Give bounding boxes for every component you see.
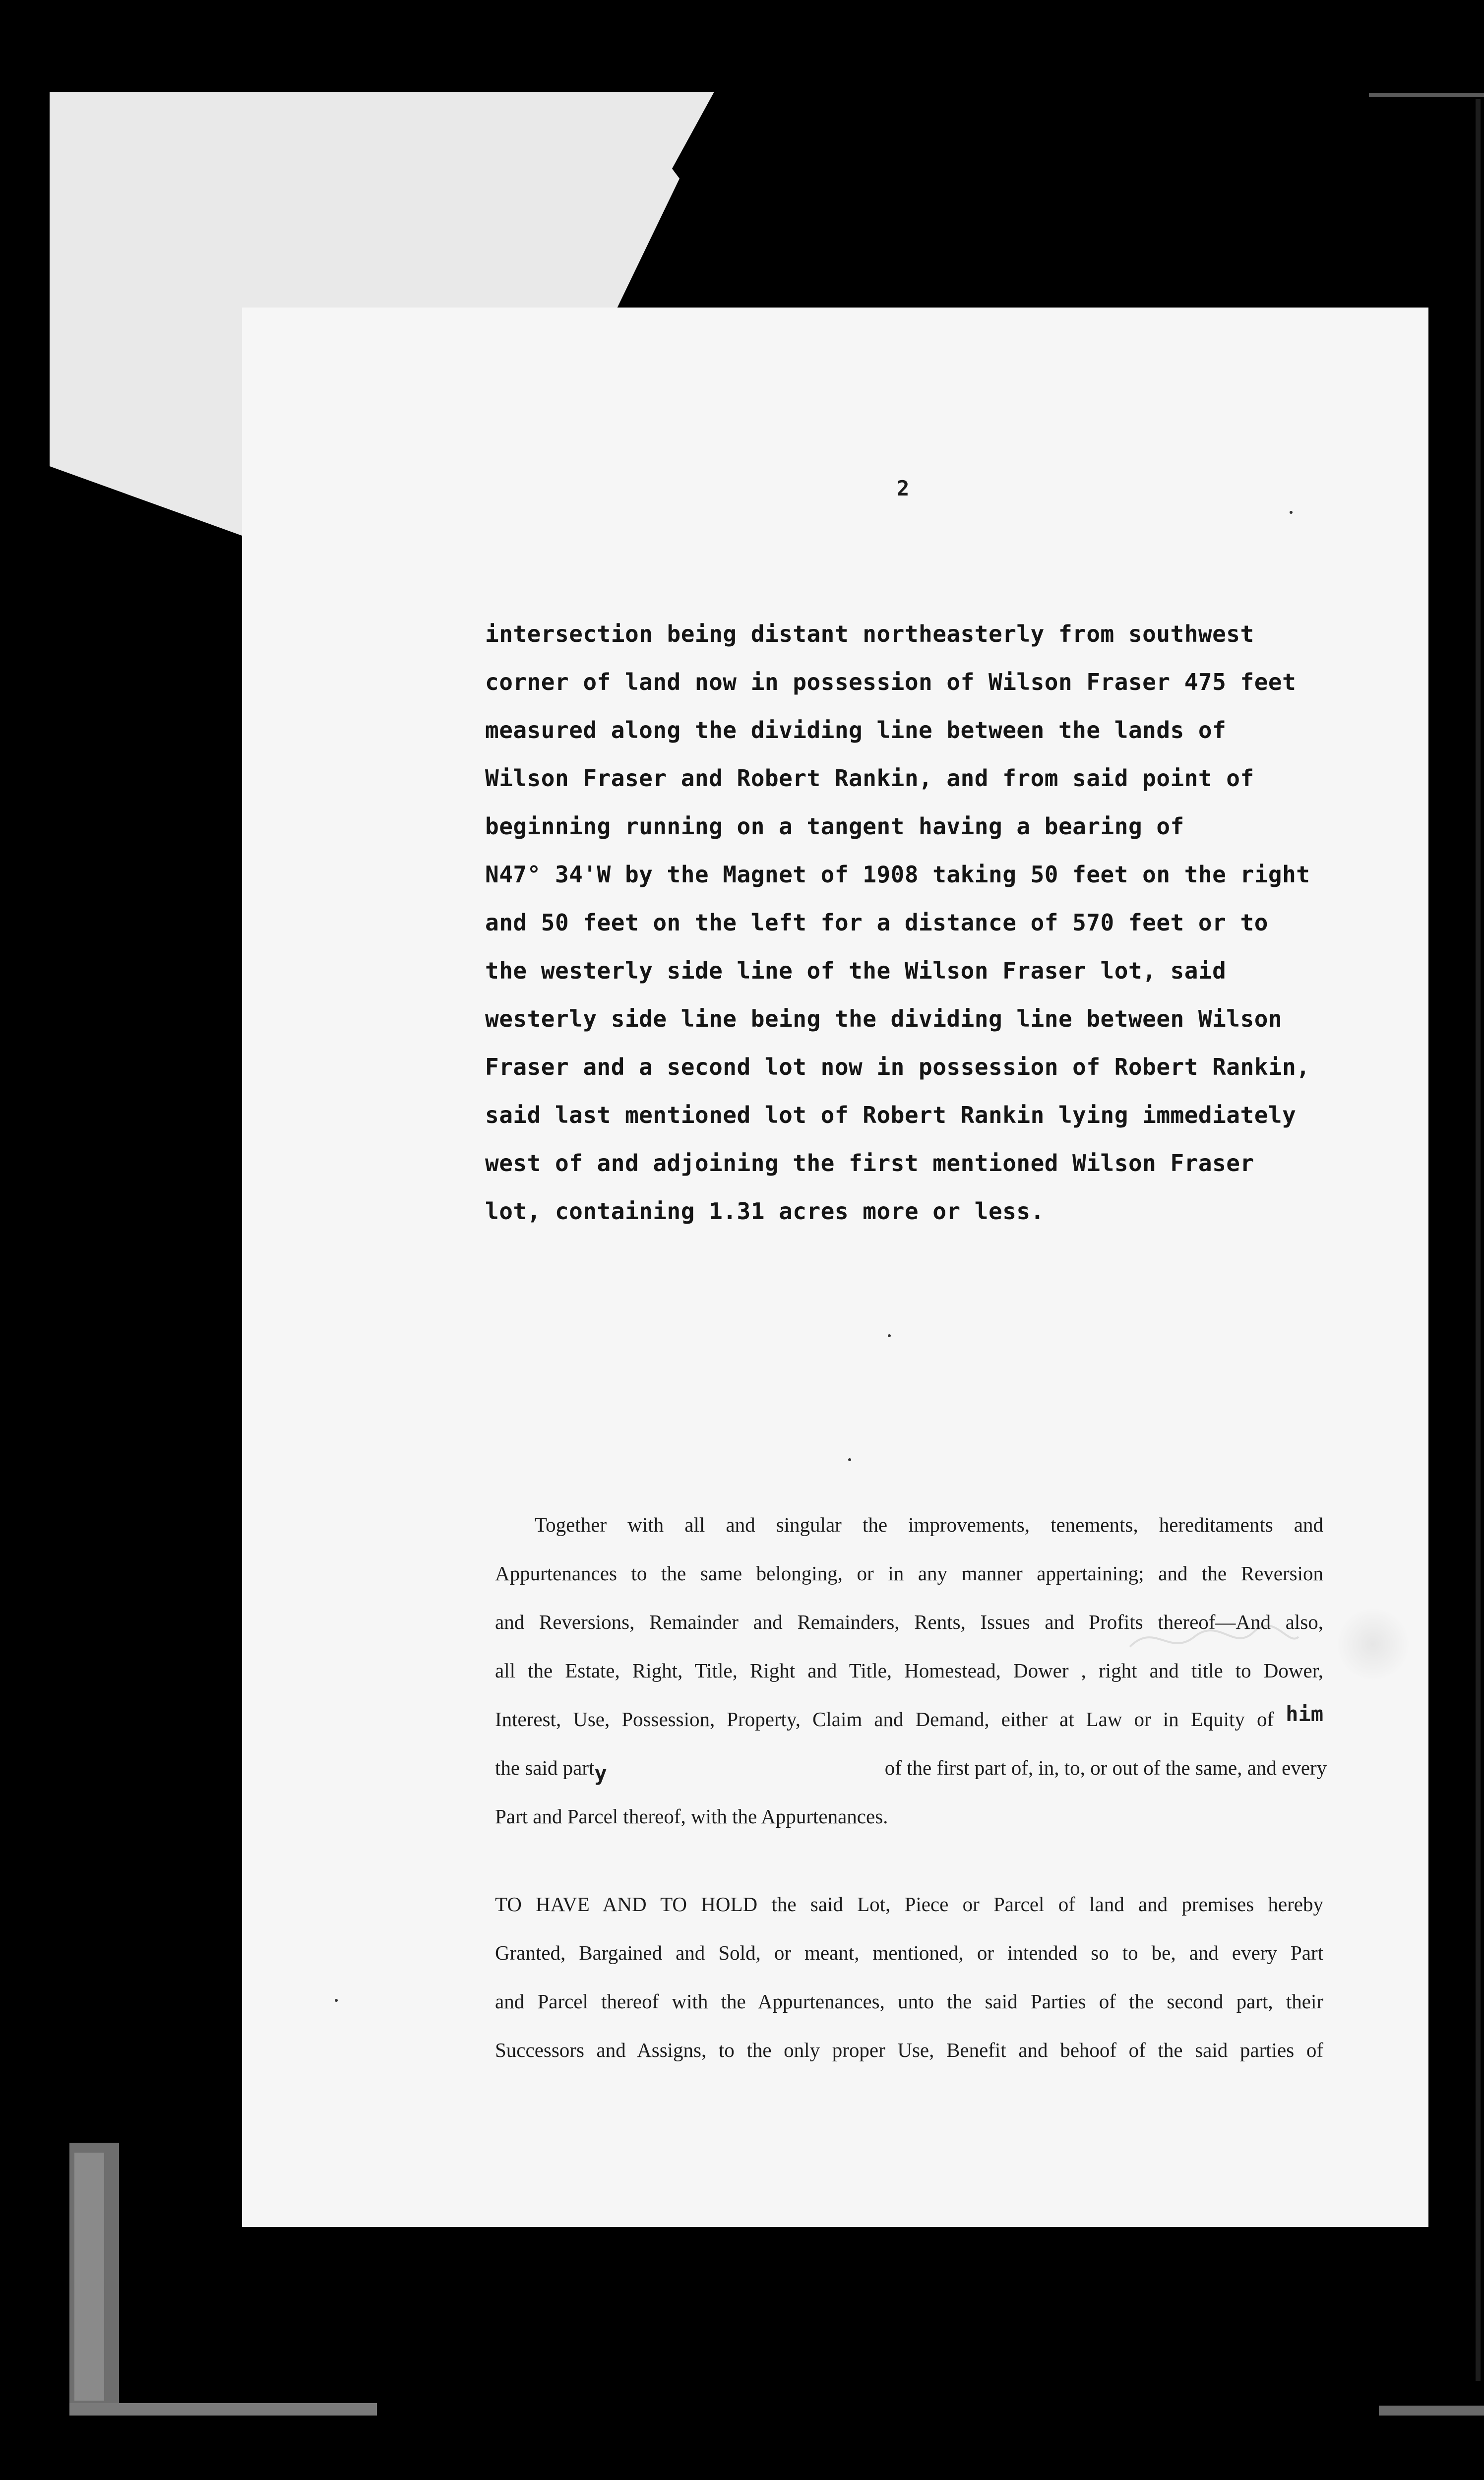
bottom-right-edge (1379, 2406, 1484, 2416)
typed-line: Wilson Fraser and Robert Rankin, and from said point of (485, 765, 1254, 792)
clause-line: Successors and Assigns, to the only proper Use, Benefit and behoof of the said parties of (495, 2039, 1323, 2061)
habendum-clause (495, 1880, 1323, 2074)
bottom-left-edge (69, 2403, 377, 2416)
clause-line (495, 1743, 1327, 1792)
document-page (242, 308, 1428, 2227)
speck (1290, 511, 1293, 514)
speck (335, 1999, 338, 2002)
typed-line: Fraser and a second lot now in possession of Robert Rankin, (485, 1054, 1310, 1080)
clause-line: Granted, Bargained and Sold, or meant, mentioned, or intended so to be, and every Part (495, 1941, 1323, 1964)
clause-line: and Parcel thereof with the Appurtenances, unto the said Parties of the second part, their (495, 1990, 1323, 2013)
typed-line: intersection being distant northeasterly from southwest (485, 620, 1254, 647)
typed-line: measured along the dividing line between the lands of (485, 717, 1227, 744)
typed-line: beginning running on a tangent having a bearing of (485, 813, 1184, 840)
typed-line: N47° 34'W by the Magnet of 1908 taking 50 feet on the right (485, 861, 1310, 888)
page-number: 2 (897, 476, 910, 500)
speck (888, 1334, 891, 1337)
typed-line: lot, containing 1.31 acres more or less. (485, 1198, 1045, 1225)
typed-line: said last mentioned lot of Robert Rankin lying immediately (485, 1102, 1297, 1128)
clause-line: Appurtenances to the same belonging, or in any manner appertaining; and the Reversion (495, 1562, 1323, 1585)
clause-text: Interest, Use, Possession, Property, Claim and Demand, either at Law or in Equity of (495, 1708, 1274, 1731)
clause-text: the said part (495, 1756, 595, 1779)
typed-line: and 50 feet on the left for a distance of 570 feet or to (485, 909, 1268, 936)
top-right-edge (1369, 93, 1484, 97)
speck (848, 1458, 851, 1461)
embossed-seal (1336, 1607, 1410, 1681)
clause-line: Together with all and singular the improvements, tenements, hereditaments and (535, 1513, 1323, 1536)
together-clause (495, 1500, 1327, 1841)
typed-property-description (485, 610, 1378, 1236)
clause-line: and Reversions, Remainder and Remainders, Rents, Issues and Profits thereof—And also, (495, 1611, 1323, 1633)
clause-text: of the first part of, in, to, or out of the same, and every (884, 1756, 1327, 1779)
typed-line: corner of land now in possession of Wilson Fraser 475 feet (485, 669, 1297, 695)
typed-line: west of and adjoining the first mentioned Wilson Fraser (485, 1150, 1254, 1177)
typed-fill-in: him (1286, 1702, 1324, 1726)
typed-line: westerly side line being the dividing line between Wilson (485, 1005, 1283, 1032)
clause-line: TO HAVE AND TO HOLD the said Lot, Piece or Parcel of land and premises hereby (495, 1893, 1323, 1916)
typed-fill-in: y (594, 1761, 607, 1786)
clause-line: all the Estate, Right, Title, Right and Title, Homestead, Dower , right and title to Dower, (495, 1659, 1323, 1682)
clause-line (495, 1695, 1323, 1743)
clause-line: Part and Parcel thereof, with the Appurtenances. (495, 1805, 888, 1828)
typed-line: the westerly side line of the Wilson Fraser lot, said (485, 957, 1227, 984)
